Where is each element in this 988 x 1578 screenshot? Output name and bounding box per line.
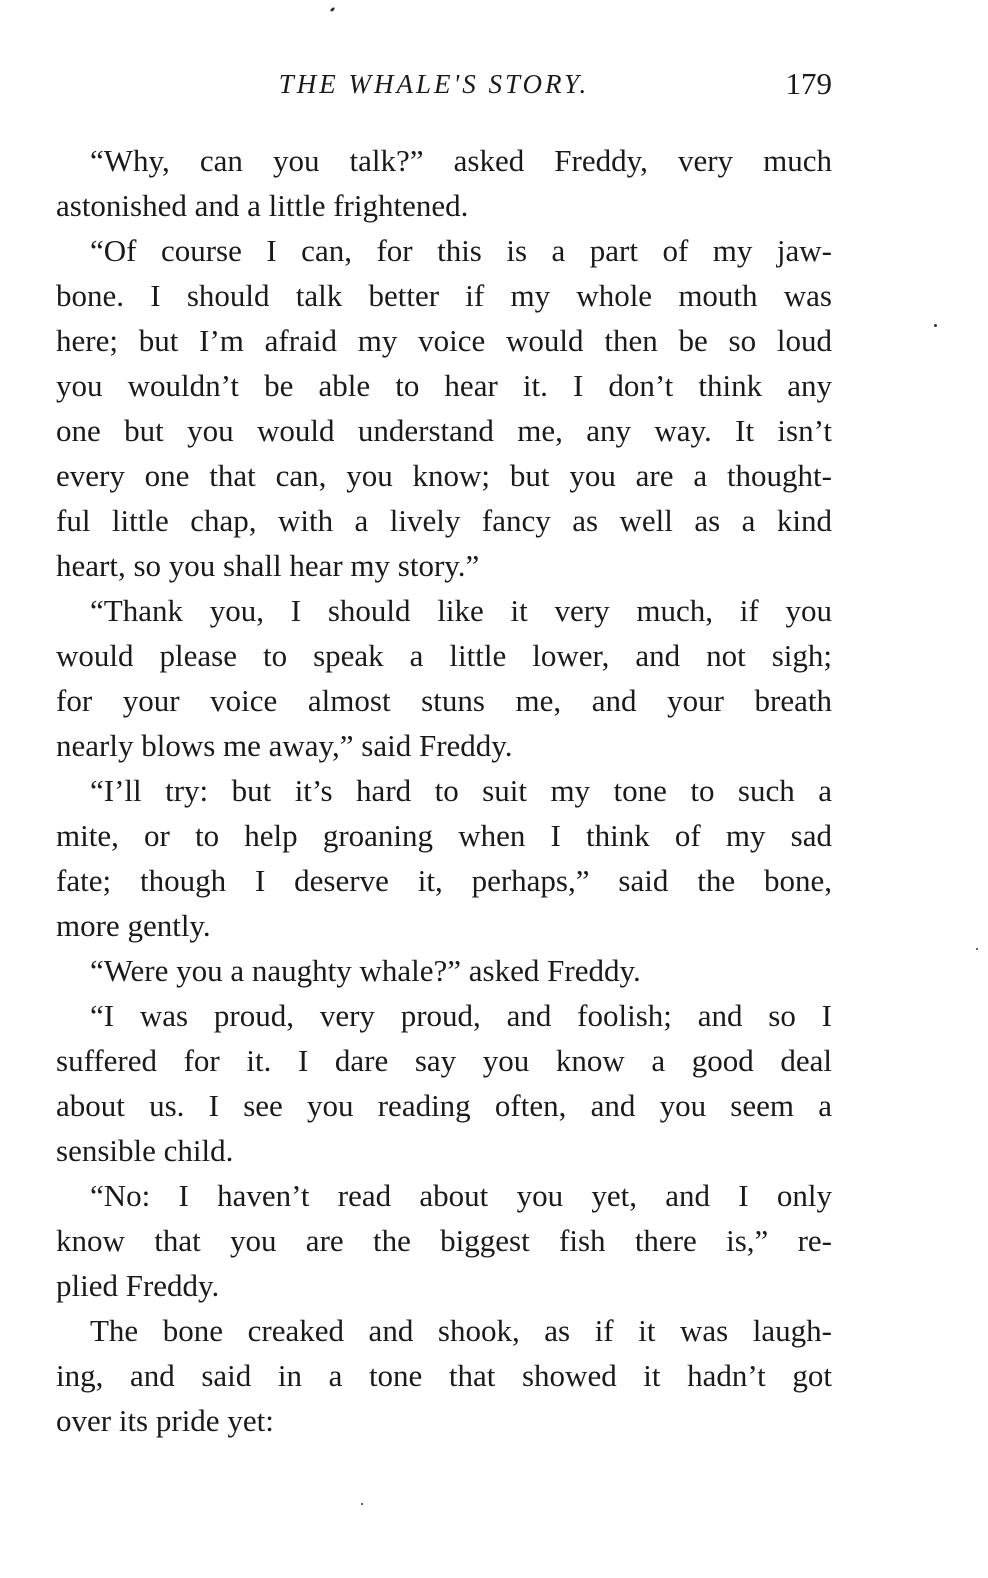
text-line: “Thank you, I should like it very much, if you [90, 593, 832, 628]
text-line: one but you would understand me, any way. It isn’t [56, 413, 832, 448]
text-line: heart, so you shall hear my story.” [56, 548, 480, 583]
print-speck [330, 7, 336, 13]
text-line: “Were you a naughty whale?” asked Freddy. [90, 953, 641, 988]
text-line: ful little chap, with a lively fancy as well as a kind [56, 503, 832, 538]
text-line: know that you are the biggest fish there is,” re- [56, 1223, 832, 1258]
text-line: “Why, can you talk?” asked Freddy, very much [90, 143, 832, 178]
text-line: about us. I see you reading often, and you seem a [56, 1088, 832, 1123]
text-line: plied Freddy. [56, 1268, 220, 1303]
print-speck [361, 1503, 363, 1505]
text-line: you wouldn’t be able to hear it. I don’t think any [56, 368, 832, 403]
text-line: “No: I haven’t read about you yet, and I only [90, 1178, 832, 1213]
text-line: ing, and said in a tone that showed it hadn’t got [56, 1358, 832, 1393]
text-line: would please to speak a little lower, and not sigh; [56, 638, 832, 673]
text-line: astonished and a little frightened. [56, 188, 469, 223]
running-head [56, 62, 832, 106]
page-number: 179 [785, 66, 832, 101]
print-speck [976, 948, 978, 950]
print-speck [934, 324, 937, 327]
text-line: suffered for it. I dare say you know a good deal [56, 1043, 832, 1078]
text-line: bone. I should talk better if my whole mouth was [56, 278, 832, 313]
text-line: nearly blows me away,” said Freddy. [56, 728, 513, 763]
body-text [56, 138, 832, 1443]
text-line: “Of course I can, for this is a part of my jaw- [90, 233, 832, 268]
text-line: mite, or to help groaning when I think of my sad [56, 818, 832, 853]
text-line: “I’ll try: but it’s hard to suit my tone to such a [90, 773, 832, 808]
text-line: here; but I’m afraid my voice would then be so loud [56, 323, 832, 358]
text-line: over its pride yet: [56, 1403, 274, 1438]
text-line: fate; though I deserve it, perhaps,” said the bone, [56, 863, 832, 898]
text-line: sensible child. [56, 1133, 234, 1168]
text-line: every one that can, you know; but you are a thought- [56, 458, 832, 493]
text-line: “I was proud, very proud, and foolish; and so I [90, 998, 832, 1033]
text-line: The bone creaked and shook, as if it was laugh- [90, 1313, 832, 1348]
text-line: for your voice almost stuns me, and your breath [56, 683, 832, 718]
text-line: more gently. [56, 908, 211, 943]
running-title: THE WHALE'S STORY. [278, 69, 590, 99]
